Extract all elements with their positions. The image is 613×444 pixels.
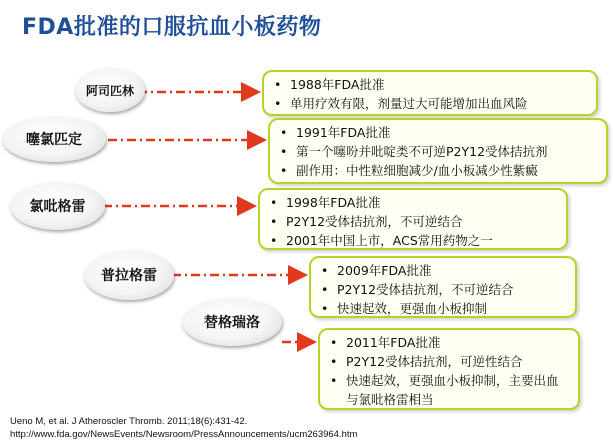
note-item: • 1988年FDA批准: [272, 75, 588, 94]
drug-name: 噻氯匹定: [26, 132, 82, 148]
reference-citation: Ueno M, et al. J Atheroscler Thromb. 2011;18(6):431-42.: [10, 416, 248, 427]
note-item: • 2009年FDA批准: [319, 261, 567, 280]
note-item: • 第一个噻吩并吡啶类不可逆P2Y12受体拮抗剂: [278, 142, 598, 161]
note-item: • 副作用：中性粒细胞减少/血小板减少性紫癜: [278, 161, 598, 180]
drug-name: 氯吡格雷: [29, 199, 86, 215]
page-title: FDA批准的口服抗血小板药物: [22, 15, 322, 40]
info-box-clopidogrel: [258, 188, 568, 250]
reference-url: http://www.fda.gov/NewsEvents/Newsroom/PressAnnouncements/ucm263964.htm: [10, 429, 358, 440]
note-item: • 单用疗效有限，剂量过大可能增加出血风险: [272, 94, 588, 113]
info-box-ticlopidine: [268, 118, 608, 184]
drug-name: 替格瑞洛: [204, 315, 260, 331]
note-item: • P2Y12受体拮抗剂，不可逆结合: [319, 280, 567, 299]
drug-name: 阿司匹林: [85, 83, 134, 98]
note-item: • 1998年FDA批准: [268, 193, 558, 212]
info-box-prasugrel: [309, 256, 577, 318]
note-item: • P2Y12受体拮抗剂，可逆性结合: [328, 352, 570, 371]
note-item: • 快速起效，更强血小板抑制，主要出血与氯吡格雷相当: [328, 371, 570, 409]
note-item: • 2011年FDA批准: [328, 333, 570, 352]
drug-name: 普拉格雷: [101, 268, 157, 284]
note-item: • 1991年FDA批准: [278, 123, 598, 142]
note-item: • 快速起效，更强血小板抑制: [319, 299, 567, 318]
info-box-ticagrelor: [318, 328, 580, 410]
drug-disc-ticagrelor: [182, 298, 282, 346]
drug-disc-aspirin: [75, 68, 145, 112]
note-item: • 2001年中国上市，ACS常用药物之一: [268, 231, 558, 250]
drug-disc-ticlopidine: [2, 116, 106, 162]
note-item: • P2Y12受体拮抗剂，不可逆结合: [268, 212, 558, 231]
drug-disc-prasugrel: [84, 250, 174, 300]
info-box-aspirin: [262, 70, 598, 116]
drug-disc-clopidogrel: [10, 182, 105, 230]
